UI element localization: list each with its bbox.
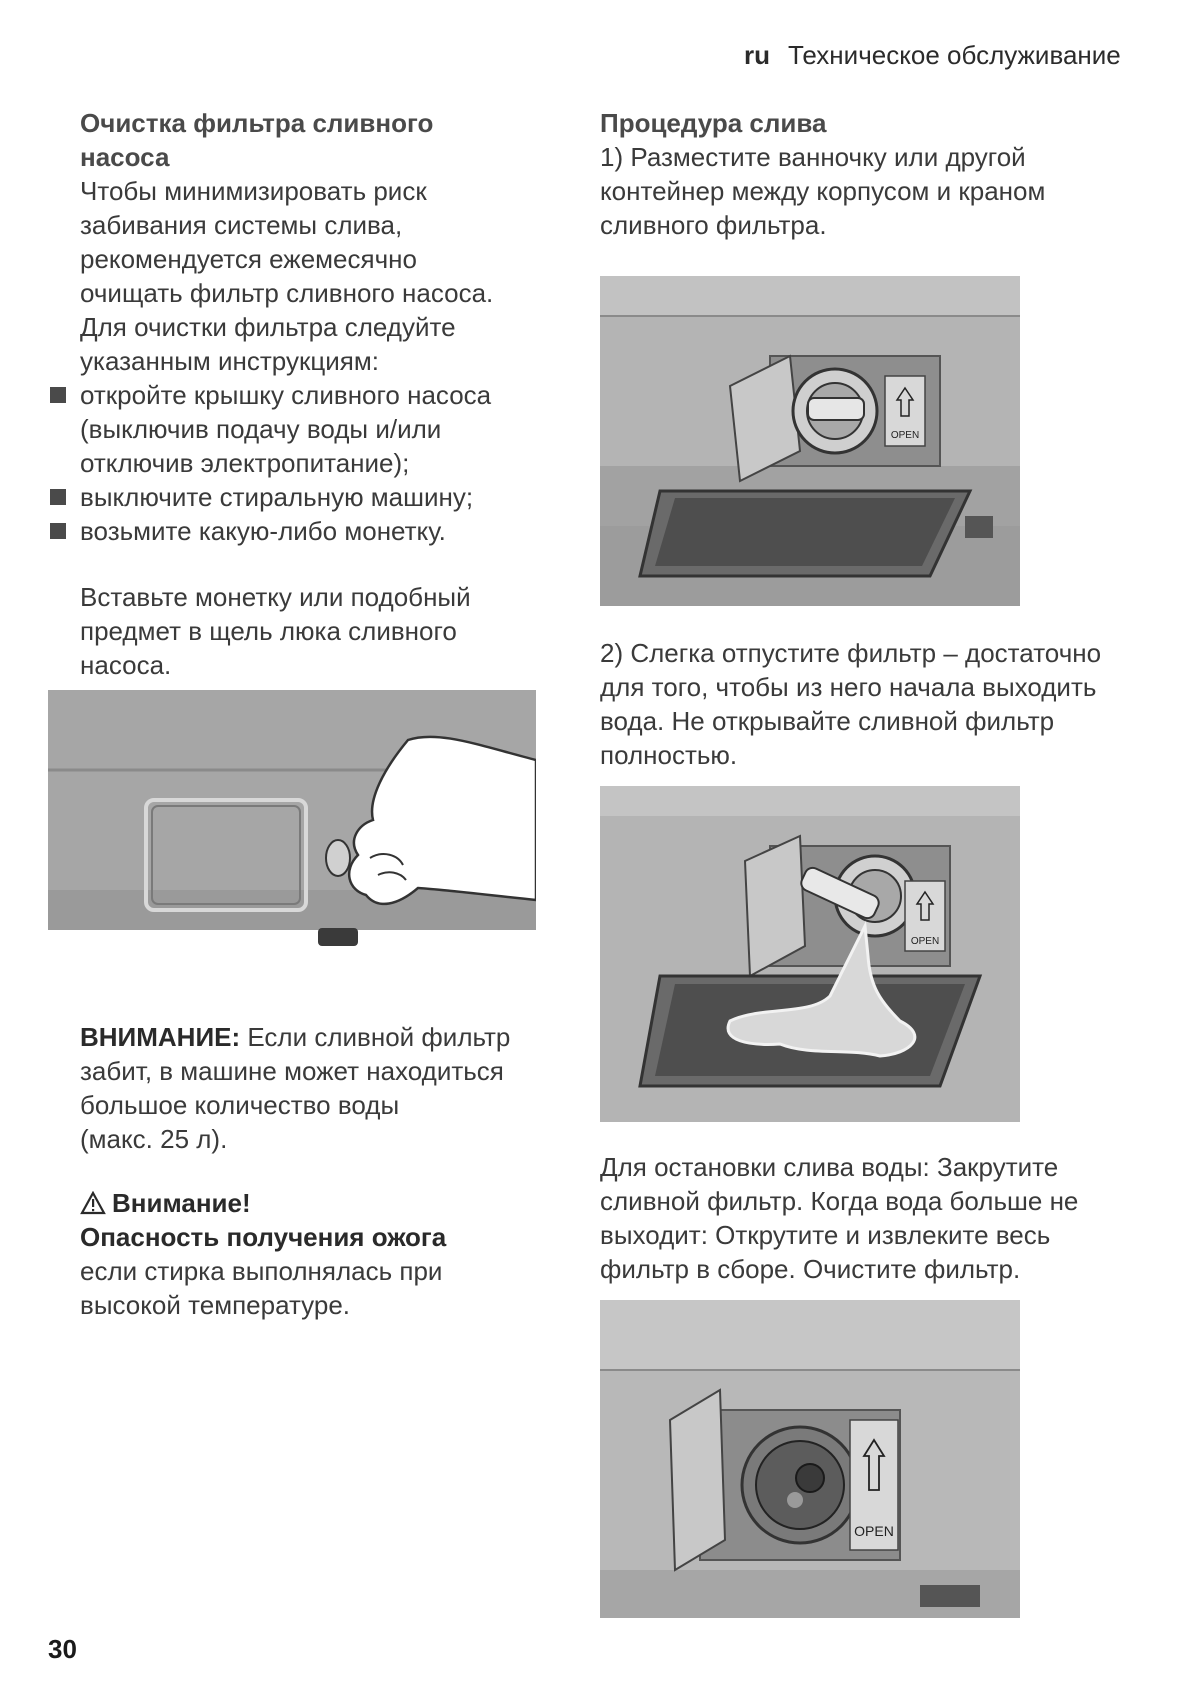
intro-paragraph: Чтобы минимизировать риск забивания системы слива, рекомендуется ежемесячно очищать фильтр сливного насоса. Для очистки фильтра следуйте указанным инструкциям: — [80, 176, 494, 376]
open-label: OPEN — [890, 430, 920, 441]
page-number: 30 — [48, 1634, 77, 1664]
figure-filter-removed — [600, 1300, 1020, 1618]
list-item: откройте крышку сливного насоса (выключив подачу воды и/или отключив электропитание); — [80, 378, 550, 480]
section-title: Очистка фильтра сливного насоса — [80, 108, 434, 172]
header-lang: ru — [744, 40, 770, 70]
open-label: OPEN — [910, 936, 940, 947]
list-item: возьмите какую-либо монетку. — [80, 514, 550, 548]
procedure-title: Процедура слива — [600, 108, 827, 138]
step2-paragraph: 2) Слегка отпустите фильтр – достаточно для того, чтобы из него начала выходить вода. Не открывайте сливной фильтр полностью. — [600, 638, 1102, 770]
warning-title: Внимание! — [80, 1186, 550, 1220]
running-header — [744, 40, 1121, 71]
figure-coin-insert-illustration — [48, 690, 536, 968]
warning-subtitle: Опасность получения ожога — [80, 1222, 447, 1252]
step3-paragraph: Для остановки слива воды: Закрутите сливной фильтр. Когда вода больше не выходит: Открутите и извлеките весь фильтр в сборе. Очистите фильтр. — [600, 1152, 1079, 1284]
attention-paragraph: ВНИМАНИЕ: Если сливной фильтр забит, в машине может находиться большое количество воды (макс. 25 л). — [80, 1022, 511, 1154]
header-section: Техническое обслуживание — [788, 40, 1121, 70]
list-item: выключите стиральную машину; — [80, 480, 550, 514]
warning-block: Внимание! Опасность получения ожога если стирка выполнялась при высокой температуре. — [80, 1186, 550, 1322]
warning-triangle-icon — [80, 1191, 106, 1215]
bullet-square-icon — [50, 523, 66, 539]
figure-draining-water-illustration — [600, 786, 1020, 1122]
bullet-square-icon — [50, 489, 66, 505]
figure-coin-insert — [48, 690, 536, 968]
instruction-list — [80, 378, 550, 548]
coin-instruction: Вставьте монетку или подобный предмет в щель люка сливного насоса. — [80, 582, 471, 680]
bullet-square-icon — [50, 387, 66, 403]
attention-label: ВНИМАНИЕ: — [80, 1022, 241, 1052]
figure-tray-placement-illustration — [600, 276, 1020, 606]
open-label: OPEN — [854, 1523, 894, 1539]
right-column-intro: Процедура слива 1) Разместите ванночку или другой контейнер между корпусом и краном сливного фильтра. — [600, 106, 1160, 242]
left-column — [80, 106, 550, 548]
figure-draining-water — [600, 786, 1020, 1122]
figure-tray-placement — [600, 276, 1020, 606]
figure-filter-removed-illustration — [600, 1300, 1020, 1618]
